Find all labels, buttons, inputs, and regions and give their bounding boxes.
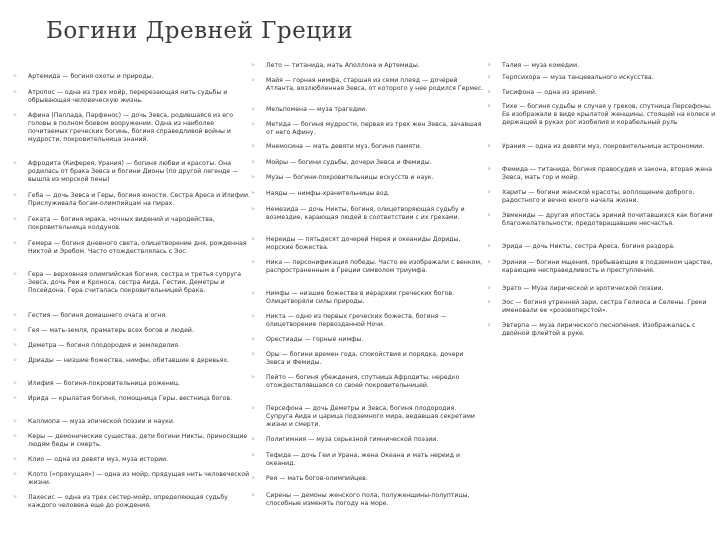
bullet-icon: ▹ [252, 374, 255, 380]
bullet-icon: ▹ [14, 112, 17, 118]
list-item-text: Сирены — демоны женского пола, полуженщины-полуптицы, способные изменять погоду на море. [266, 492, 470, 508]
list-item-text: Клио — одна из девяти муз, муза истории. [28, 456, 169, 463]
list-item-text: Никта — одно из первых греческих божеств, богиня — олицетворение первозданной Ночи. [266, 313, 447, 329]
list-item [14, 192, 252, 208]
bullet-icon: ▹ [488, 299, 491, 305]
list-item-text: Гестия — богиня домашнего очага и огня. [28, 312, 168, 319]
bullet-icon: ▹ [252, 62, 255, 68]
list-item [14, 73, 252, 81]
bullet-icon: ▹ [14, 327, 17, 333]
list-item-text: Фемида — титанида, богиня правосудия и закона, вторая жена Зевса, мать гор и мойр. [502, 166, 712, 182]
bullet-icon: ▹ [488, 143, 491, 149]
bullet-icon: ▹ [488, 259, 491, 265]
list-item [252, 174, 484, 182]
slide-title: Богини Древней Греции [46, 18, 354, 44]
list-item [252, 492, 484, 508]
list-item-text: Эос — богиня утренней зари, сестра Гелиоса и Селены. Греки именовали ее «розовоперстой». [502, 299, 707, 315]
list-item [252, 475, 484, 483]
list-item-text: Тисифона — одна из эриний. [502, 89, 597, 96]
bullet-icon: ▹ [14, 342, 17, 348]
bullet-icon: ▹ [252, 259, 255, 265]
list-item [252, 405, 484, 429]
list-item-text: Эвтерпа — муза лирического песнопения. Изображалась с двойной флейтой в руке. [502, 322, 696, 338]
list-item-text: Лахесис — одна из трех сестер-мойр, определяющая судьбу каждого человека еще до рождения. [28, 494, 228, 510]
bullet-icon: ▹ [252, 174, 255, 180]
list-item-text: Эвмениды — другая ипостась эриний почитавшихся как богини благожелательности, предотвращавшие несчастья. [502, 212, 713, 228]
bullet-icon: ▹ [488, 166, 491, 172]
bullet-icon: ▹ [488, 243, 491, 249]
bullet-icon: ▹ [14, 418, 17, 424]
bullet-icon: ▹ [252, 106, 255, 112]
list-item-text: Хариты — богини женской красоты, воплощение доброго, радостного и вечно юного начала жизни. [502, 189, 695, 205]
list-item [14, 471, 252, 487]
bullet-icon: ▹ [252, 190, 255, 196]
list-item-text: Гея — мать-земля, праматерь всех богов и людей. [28, 327, 194, 334]
list-item-text: Ирида — крылатая богиня, помощница Геры, вестница богов. [28, 395, 232, 402]
list-item-text: Мнемосина — мать девяти муз, богиня памяти. [266, 143, 422, 150]
bullet-icon: ▹ [252, 121, 255, 127]
list-item [252, 206, 484, 222]
list-item-text: Терпсихора — муза танцевального искусства. [502, 74, 654, 81]
list-item-text: Нереиды — пятьдесят дочерей Нерея и океаниды Дориды, морские божества. [266, 236, 461, 252]
list-item-text: Афина (Паллада, Парфенос) — дочь Зевса, родившаяся из его головы в полном боевом вооружении. Одна из наиболее почитаемых греческих богинь, богиня справедливой войны и мудрости, покровительница знаний. [28, 112, 234, 144]
bullet-icon: ▹ [252, 206, 255, 212]
list-item [14, 312, 252, 320]
list-item [488, 89, 716, 97]
list-item-text: Тихе — богиня судьбы и случая у греков, спутница Персефоны. Ее изображали в виде крылатой женщины, стоящей на колесе и держащей в руках рог изобилия и корабельный руль [502, 103, 716, 127]
list-item [252, 336, 484, 344]
list-item [488, 243, 716, 251]
list-item-text: Талия — муза комедии. [502, 62, 580, 69]
list-item [14, 418, 252, 426]
bullet-icon: ▹ [252, 336, 255, 342]
list-item [488, 259, 716, 275]
list-item [14, 380, 252, 388]
list-item [252, 351, 484, 367]
list-item [14, 357, 252, 365]
list-item [488, 74, 716, 82]
bullet-icon: ▹ [252, 77, 255, 83]
list-item-text: Керы — демонические существа, дети богини Никты, приносящие людям беды и смерть. [28, 433, 248, 449]
list-item [14, 216, 252, 232]
list-item [488, 299, 716, 315]
list-item [488, 212, 716, 228]
bullet-icon: ▹ [14, 433, 17, 439]
bullet-icon: ▹ [252, 436, 255, 442]
bullet-icon: ▹ [14, 89, 17, 95]
bullet-icon: ▹ [252, 452, 255, 458]
list-item-text: Илифия — богиня-покровительница рожениц. [28, 380, 180, 387]
list-item [14, 112, 252, 144]
list-item-text: Гемера — богиня дневного света, олицетворение дня, рожденная Никтой и Эребом. Часто отождествлялась с Эос. [28, 240, 247, 256]
list-item-text: Мельпомена — муза трагедии. [266, 106, 368, 113]
list-item-text: Полигимния — муза серьезной гимнической поэзии. [266, 436, 439, 443]
list-item [14, 433, 252, 449]
list-item [252, 374, 484, 390]
list-item-text: Урания — одна из девяти муз, покровительница астрономии. [502, 143, 705, 150]
list-item [252, 452, 484, 468]
bullet-icon: ▹ [488, 103, 491, 109]
list-item [14, 327, 252, 335]
list-item [252, 121, 484, 137]
list-item [14, 89, 252, 105]
list-item [252, 236, 484, 252]
bullet-icon: ▹ [252, 351, 255, 357]
bullet-icon: ▹ [14, 216, 17, 222]
list-item-text: Лето — титанида, мать Аполлона и Артемиды. [266, 62, 420, 69]
list-item [252, 106, 484, 114]
list-item-text: Деметра — богиня плодородия и земледелия. [28, 342, 180, 349]
list-item [488, 62, 716, 70]
list-item [252, 77, 484, 93]
list-item [252, 143, 484, 151]
list-item [252, 259, 484, 275]
list-item-text: Наяды — нимфы-хранительницы вод. [266, 190, 390, 197]
list-item [488, 285, 716, 293]
list-item [14, 494, 252, 510]
list-item-text: Орестиады — горные нимфы. [266, 336, 364, 343]
bullet-icon: ▹ [488, 189, 491, 195]
bullet-icon: ▹ [252, 492, 255, 498]
list-item [14, 240, 252, 256]
list-item-text: Оры — богини времен года, спокойствия и порядка, дочери Зевса и Фемиды. [266, 351, 464, 367]
list-item [252, 62, 484, 70]
bullet-icon: ▹ [14, 357, 17, 363]
bullet-icon: ▹ [14, 380, 17, 386]
list-item-text: Метида — богиня мудрости, первая из трех жен Зевса, зачавшая от него Афину. [266, 121, 482, 137]
bullet-icon: ▹ [252, 159, 255, 165]
list-item-text: Эрато — Муза лирической и эротической поэзии. [502, 285, 664, 292]
list-item [252, 313, 484, 329]
bullet-icon: ▹ [488, 322, 491, 328]
list-item-text: Немезида — дочь Никты, богиня, олицетворяющая судьбу и возмездие, карающая людей в соответствии с их грехами. [266, 206, 465, 222]
list-item-text: Геката — богиня мрака, ночных видений и чародейства, покровительница колдунов. [28, 216, 215, 232]
list-item [14, 395, 252, 403]
list-item-text: Ника — персонификация победы. Часто ее изображали с венком, распространенным в Греции символом триумфа. [266, 259, 483, 275]
list-item-text: Артемида — богиня охоты и природы. [28, 73, 154, 80]
bullet-icon: ▹ [252, 143, 255, 149]
bullet-icon: ▹ [14, 395, 17, 401]
list-item-text: Афродита (Киферея, Урания) — богиня любви и красоты. Она родилась от брака Зевса и богини Дионы (по другой легенде — вышла из морской пены) [28, 160, 239, 184]
list-item-text: Музы — богини-покровительницы искусств и наук. [266, 174, 434, 181]
bullet-icon: ▹ [14, 494, 17, 500]
list-item [488, 166, 716, 182]
bullet-icon: ▹ [252, 313, 255, 319]
list-item-text: Мойры — богини судьбы, дочери Зевса и Фемиды. [266, 159, 432, 166]
bullet-icon: ▹ [488, 212, 491, 218]
bullet-icon: ▹ [14, 312, 17, 318]
bullet-icon: ▹ [252, 290, 255, 296]
list-item-text: Эрида — дочь Никты, сестра Ареса, богиня раздора. [502, 243, 675, 250]
list-item [488, 322, 716, 338]
list-item-text: Рея — мать богов-олимпийцев. [266, 475, 368, 482]
list-item-text: Геба — дочь Зевса и Геры, богиня юности. Сестра Ареса и Илифии. Прислуживала богам-олимпийцам на пирах. [28, 192, 250, 208]
list-item-text: Тефида — дочь Геи и Урана, жена Океана и мать нереид и океанид. [266, 452, 460, 468]
bullet-icon: ▹ [252, 405, 255, 411]
bullet-icon: ▹ [14, 240, 17, 246]
list-item [252, 436, 484, 444]
list-item-text: Нимфы — низшие божества в иерархии греческих богов. Олицетворяли силы природы. [266, 290, 455, 306]
bullet-icon: ▹ [488, 62, 491, 68]
list-item [14, 160, 252, 184]
bullet-icon: ▹ [14, 73, 17, 79]
list-item-text: Гера — верховная олимпийская богиня, сестра и третья супруга Зевса, дочь Реи и Кроноса, сестра Аида, Гестии, Деметры и Посейдона. Гера считалась покровительницей брака. [28, 271, 242, 295]
list-item [14, 271, 252, 295]
list-item [488, 143, 716, 151]
list-item [14, 456, 252, 464]
bullet-icon: ▹ [252, 475, 255, 481]
list-item-text: Пейто — богиня убеждения, спутница Афродиты, нередко отождествлявшаяся со своей покровительницей. [266, 374, 460, 390]
list-item-text: Дриады — низшие божества, нимфы, обитавшие в деревьях. [28, 357, 230, 364]
list-item-text: Майя — горная нимфа, старшая из семи плеяд — дочерей Атланта, возлюбленная Зевса, от которого у нее родился Гермес. [266, 77, 484, 93]
list-item-text: Клото («пряхущая») — одна из мойр, прядущая нить человеческой жизни. [28, 471, 250, 487]
list-item [252, 290, 484, 306]
list-item [488, 189, 716, 205]
list-item-text: Эринии — богини мщения, пребывающие в подземном царстве, карающие несправедливость и преступления. [502, 259, 713, 275]
list-item [252, 159, 484, 167]
list-item [252, 190, 484, 198]
bullet-icon: ▹ [488, 89, 491, 95]
bullet-icon: ▹ [14, 471, 17, 477]
bullet-icon: ▹ [14, 271, 17, 277]
list-item-text: Каллиопа — муза эпической поэзии и науки. [28, 418, 175, 425]
bullet-icon: ▹ [14, 160, 17, 166]
list-item [14, 342, 252, 350]
bullet-icon: ▹ [488, 74, 491, 80]
list-item-text: Атропос — одна из трех мойр, перерезающая нить судьбы и обрывающая человеческую жизнь. [28, 89, 228, 105]
list-item [488, 103, 716, 127]
bullet-icon: ▹ [14, 456, 17, 462]
bullet-icon: ▹ [14, 192, 17, 198]
list-item-text: Персефона — дочь Деметры и Зевса, богиня плодородия. Супруга Аида и царица подземного мира, ведавшая секретами жизни и смерти. [266, 405, 475, 429]
bullet-icon: ▹ [488, 285, 491, 291]
bullet-icon: ▹ [252, 236, 255, 242]
